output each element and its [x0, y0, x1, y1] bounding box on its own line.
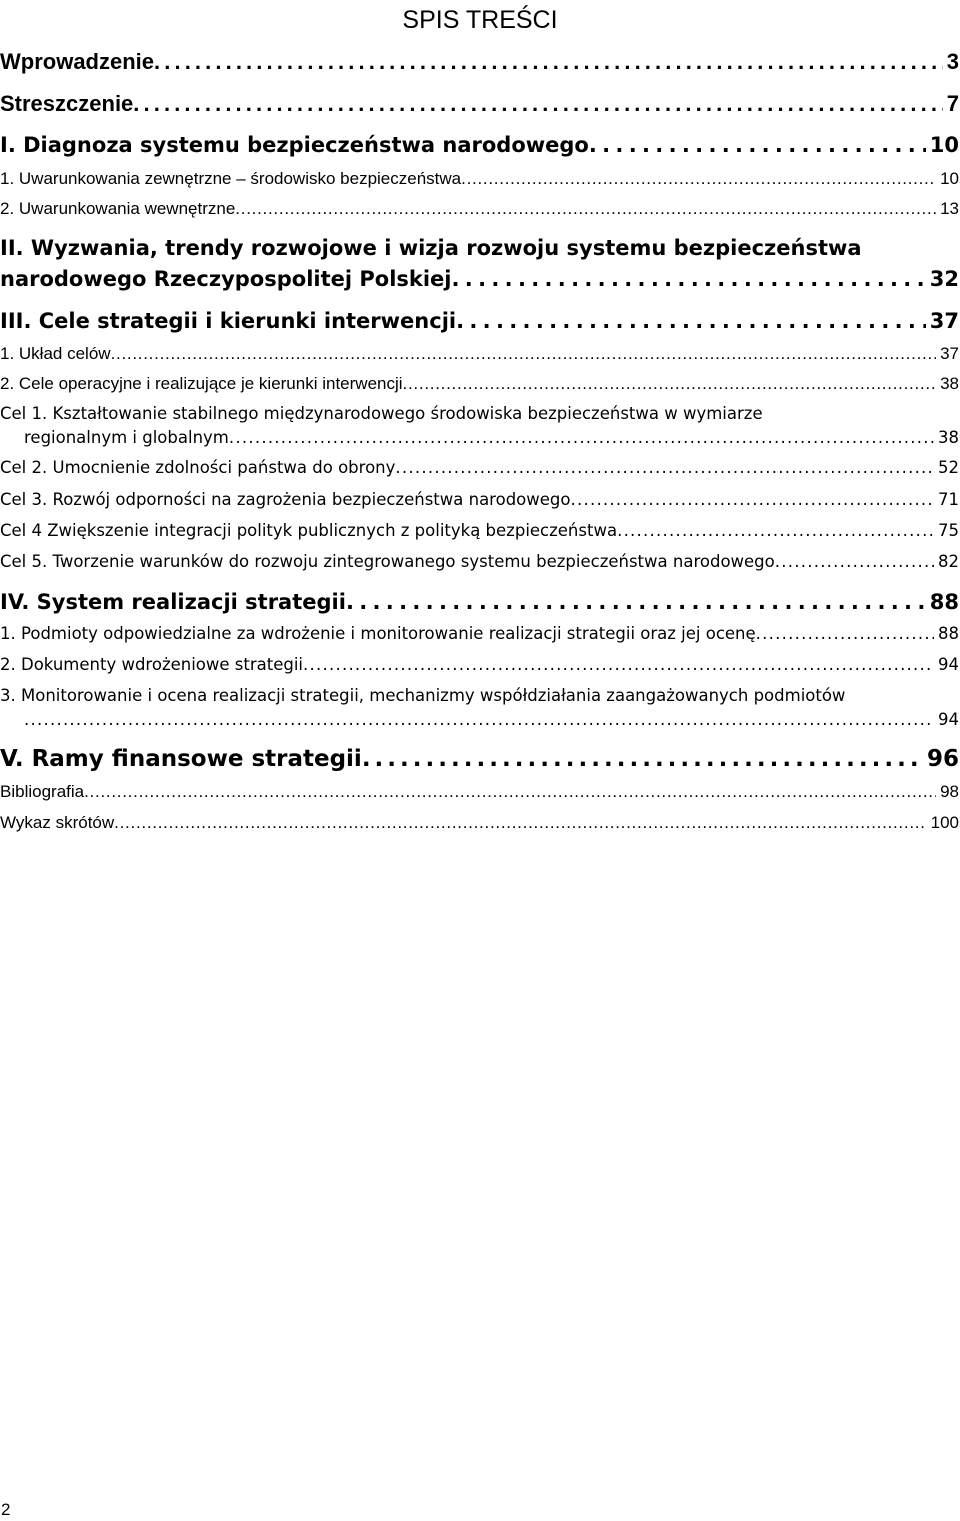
toc-entry-label: IV. System realizacji strategii: [0, 590, 346, 614]
toc-entry-page: 13: [940, 199, 959, 218]
toc-entry-page: 10: [940, 169, 959, 188]
toc-entry-cel-1[interactable]: [24, 426, 959, 450]
toc-entry-wykaz-skrotow[interactable]: [0, 811, 959, 835]
dot-leader: [570, 488, 934, 512]
dot-leader: [617, 519, 934, 543]
toc-entry-section-4-1[interactable]: [0, 622, 959, 646]
toc-entry-label: 2. Uwarunkowania wewnętrzne: [0, 199, 236, 218]
toc-entry-label: Bibliografia: [0, 782, 85, 801]
toc-entry-page: 75: [938, 521, 959, 540]
dot-leader: [756, 622, 934, 646]
toc-entry-label: 1. Podmioty odpowiedzialne za wdrożenie i monitorowanie realizacji strategii oraz jej ocenę: [0, 624, 756, 643]
dot-leader: [133, 89, 942, 119]
toc-entry-section-4-2[interactable]: [0, 653, 959, 677]
toc-entry-streszczenie[interactable]: [0, 89, 959, 119]
toc-entry-cel-1-line1[interactable]: Cel 1. Kształtowanie stabilnego międzynarodowego środowiska bezpieczeństwa w wymiarze: [0, 404, 763, 423]
toc-entry-label: regionalnym i globalnym: [24, 428, 229, 447]
dot-leader: [154, 47, 943, 77]
toc-entry-page: 98: [940, 782, 959, 801]
toc-entry-page: 10: [929, 133, 959, 157]
toc-entry-page: 32: [929, 267, 959, 291]
toc-entry-page: 37: [929, 309, 959, 333]
toc-entry-label: Wykaz skrótów: [0, 813, 115, 832]
toc-entry-section-1-1[interactable]: [0, 167, 959, 191]
toc-entry-label: 1. Układ celów: [0, 344, 111, 363]
toc-entry-page: 38: [940, 374, 959, 393]
toc-entry-section-5[interactable]: [0, 744, 959, 774]
toc-entry-page: 3: [946, 49, 959, 74]
toc-entry-page: 52: [938, 458, 959, 477]
dot-leader: [452, 264, 926, 294]
toc-entry-label: Streszczenie: [0, 91, 134, 116]
dot-leader: [775, 550, 934, 574]
dot-leader: [395, 456, 934, 480]
dot-leader: [229, 426, 934, 450]
toc-entry-label: Cel 4 Zwiększenie integracji polityk publicznych z polityką bezpieczeństwa: [0, 521, 618, 540]
dot-leader: [346, 587, 926, 617]
toc-entry-label: Cel 3. Rozwój odporności na zagrożenia bezpieczeństwa narodowego: [0, 490, 571, 509]
dot-leader: [589, 130, 926, 160]
toc-entry-label: 1. Uwarunkowania zewnętrzne – środowisko bezpieczeństwa: [0, 169, 462, 188]
toc-entry-label: V. Ramy finansowe strategii: [0, 746, 362, 772]
page-number: 2: [1, 1500, 11, 1519]
toc-entry-page: 100: [930, 813, 959, 832]
toc-entry-page: 94: [938, 655, 959, 674]
dot-leader: [24, 708, 934, 732]
toc-entry-cel-4[interactable]: [0, 519, 959, 543]
toc-entry-page: 88: [929, 590, 959, 614]
dot-leader: [303, 653, 934, 677]
toc-entry-section-4-3[interactable]: [24, 708, 959, 732]
toc-entry-section-2-line1[interactable]: II. Wyzwania, trendy rozwojowe i wizja rozwoju systemu bezpieczeństwa: [0, 236, 862, 260]
toc-entry-page: 37: [940, 344, 959, 363]
dot-leader: [461, 167, 936, 191]
dot-leader: [235, 197, 936, 221]
toc-entry-section-3-2[interactable]: [0, 372, 959, 396]
toc-entry-section-2[interactable]: [0, 264, 959, 294]
toc-entry-label: Wprowadzenie: [0, 49, 155, 74]
page-title: SPIS TREŚCI: [402, 6, 558, 34]
toc-entry-label: I. Diagnoza systemu bezpieczeństwa narodowego: [0, 133, 589, 157]
toc-entry-cel-5[interactable]: [0, 550, 959, 574]
toc-entry-page: 82: [938, 552, 959, 571]
dot-leader: [84, 780, 936, 804]
toc-entry-page: 88: [938, 624, 959, 643]
toc-entry-label: Cel 5. Tworzenie warunków do rozwoju zintegrowanego systemu bezpieczeństwa narodowego: [0, 552, 775, 571]
dot-leader: [456, 306, 926, 336]
toc-entry-page: 71: [938, 490, 959, 509]
toc-entry-section-1-2[interactable]: [0, 197, 959, 221]
toc-entry-page: 7: [946, 91, 959, 116]
toc-entry-wprowadzenie[interactable]: [0, 47, 959, 77]
toc-entry-label: 2. Dokumenty wdrożeniowe strategii: [0, 655, 304, 674]
toc-entry-label: Cel 2. Umocnienie zdolności państwa do obrony: [0, 458, 396, 477]
toc-entry-page: 96: [926, 746, 959, 772]
toc-entry-page: 94: [938, 710, 959, 729]
toc-entry-label: narodowego Rzeczypospolitej Polskiej: [0, 267, 452, 291]
toc-entry-label: 2. Cele operacyjne i realizujące je kierunki interwencji: [0, 374, 403, 393]
toc-entry-section-4[interactable]: [0, 587, 959, 617]
toc-entry-label: III. Cele strategii i kierunki interwencji: [0, 309, 457, 333]
toc-entry-cel-2[interactable]: [0, 456, 959, 480]
toc-entry-section-4-3-line1[interactable]: 3. Monitorowanie i ocena realizacji strategii, mechanizmy współdziałania zaangażowanych podmiotów: [0, 686, 846, 705]
toc-entry-section-3[interactable]: [0, 306, 959, 336]
toc-entry-section-3-1[interactable]: [0, 342, 959, 366]
toc-entry-page: 38: [938, 428, 959, 447]
dot-leader: [362, 744, 923, 774]
dot-leader: [403, 372, 937, 396]
toc-entry-section-1[interactable]: [0, 130, 959, 160]
toc-entry-bibliografia[interactable]: [0, 780, 959, 804]
dot-leader: [111, 342, 937, 366]
dot-leader: [114, 811, 926, 835]
toc-entry-cel-3[interactable]: [0, 488, 959, 512]
